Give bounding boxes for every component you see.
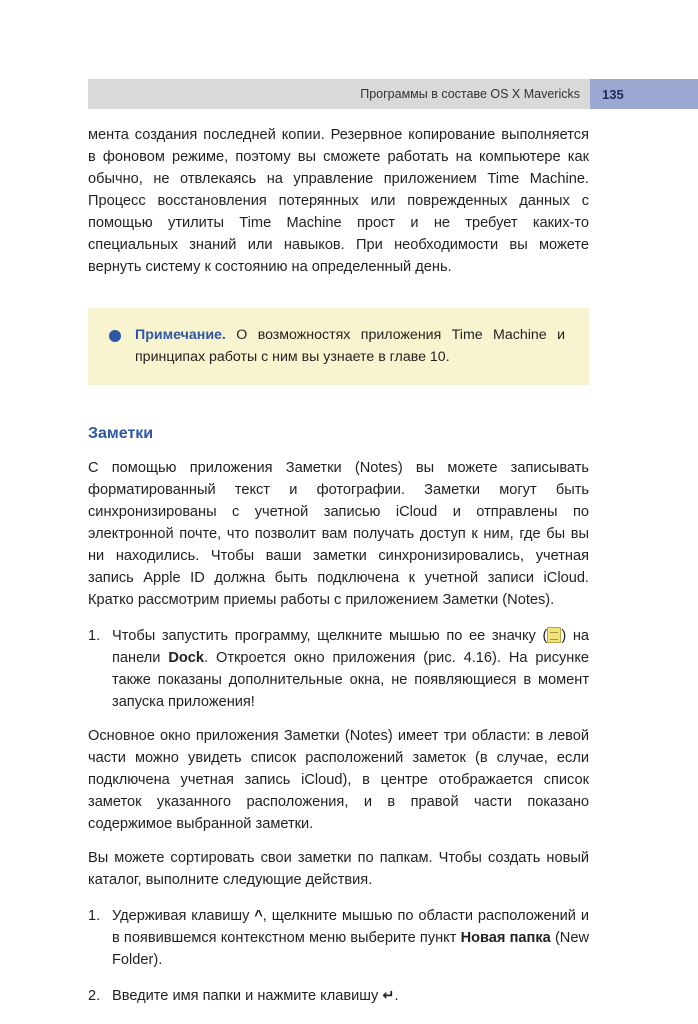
running-header xyxy=(88,79,698,109)
header-title-band xyxy=(88,79,590,109)
page-number-band xyxy=(590,79,698,109)
step-text: Удерживая клавишу xyxy=(112,908,255,924)
step-text: . Откроется окно приложения (рис. 4.16). На рисунке также показаны дополнительные окна, не появляющиеся в момент запуска приложения! xyxy=(112,650,590,710)
step-text: . xyxy=(394,988,399,1004)
control-key-icon: ^ xyxy=(254,908,263,924)
step-text: Введите имя папки и нажмите клавишу xyxy=(112,988,383,1004)
note-text: О возможностях приложения Time Machine и принципах работы с ним вы узнаете в главе 10. xyxy=(135,327,565,365)
step-text: , щелкните мышью по области расположений и в появившемся контекстном меню выберите пункт xyxy=(112,908,589,946)
note-bullet-icon xyxy=(109,330,121,342)
list-item xyxy=(88,625,589,713)
list-number: 1. xyxy=(88,628,101,644)
list-number: 2. xyxy=(88,988,101,1004)
page-body xyxy=(88,124,589,1007)
list-item xyxy=(88,905,589,971)
paragraph-time-machine: мента создания последней копии. Резервное копирование выполняется в фоновом режиме, поэтому вы сможете работать на компьютере как обычно, не отвлекаясь на управление приложением Time Machine. Процесс восстановления потерянных или поврежденных данных с помощью утилиты Time Machine прост и не требует каких-то специальных знаний или навыков. При необходимости вы можете вернуть систему к состоянию на определенный день. xyxy=(88,127,589,275)
paragraph-notes-intro: С помощью приложения Заметки (Notes) вы можете записывать форматированный текст и фотографии. Заметки могут быть синхронизированы с учетной записью iCloud и отправлены по электронной почте, что позволит вам получать доступ к ним, где бы вы ни находились. Чтобы ваши заметки синхронизировались, учетная запись Apple ID должна быть подключена к учетной записи iCloud. Кратко рассмотрим приемы работы с приложением Заметки (Notes). xyxy=(88,460,589,608)
paragraph-folders: Вы можете сортировать свои заметки по папкам. Чтобы создать новый каталог, выполните следующие действия. xyxy=(88,850,589,888)
list-item xyxy=(88,985,589,1007)
list-number: 1. xyxy=(88,908,101,924)
step-text: (New Folder). xyxy=(112,930,589,968)
step-text: ) на панели xyxy=(112,628,589,666)
list-text xyxy=(112,985,589,1007)
step-text: Чтобы запустить программу, щелкните мышью по ее значку ( xyxy=(112,628,548,644)
note-label: Примечание. xyxy=(135,327,226,343)
section-title: Программы в составе OS X Mavericks xyxy=(360,87,580,101)
paragraph-main-window: Основное окно приложения Заметки (Notes) имеет три области: в левой части можно увидеть список расположений заметок (в случае, если подключена учетная запись iCloud), в центре отображается список заметок указанного расположения, и в правой части показано содержимое выбранной заметки. xyxy=(88,728,589,832)
page-number: 135 xyxy=(602,86,624,102)
menu-item-term: Новая папка xyxy=(460,930,551,946)
note-box xyxy=(88,308,589,385)
section-heading: Заметки xyxy=(88,425,154,442)
dock-term: Dock xyxy=(168,650,204,666)
return-key-icon: ↵ xyxy=(382,988,395,1004)
list-text xyxy=(112,625,589,713)
notes-app-icon xyxy=(547,627,561,643)
list-text xyxy=(112,905,589,971)
